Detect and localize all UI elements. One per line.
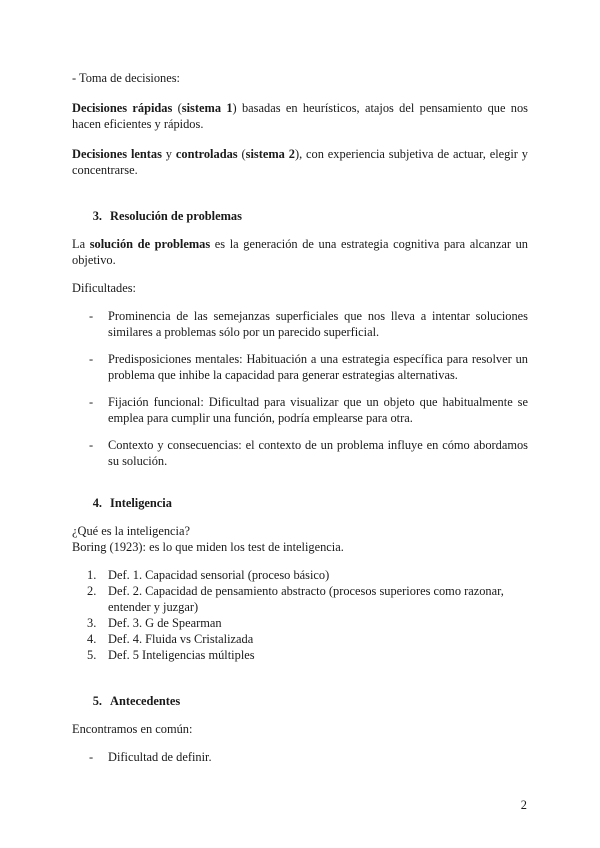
list-item: 2. Def. 2. Capacidad de pensamiento abstracto (procesos superiores como razonar, entender y juzgar) bbox=[87, 584, 504, 614]
antecedents-list bbox=[72, 749, 528, 765]
system-1-term: sistema 1 bbox=[181, 101, 233, 115]
list-item: - Contexto y consecuencias: el contexto de un problema influye en cómo abordamos su solución. bbox=[72, 437, 528, 469]
section-3-heading: 3. Resolución de problemas bbox=[92, 209, 242, 223]
intelligence-question: ¿Qué es la inteligencia? bbox=[72, 524, 190, 538]
list-item: - Predisposiciones mentales: Habituación a una estrategia específica para resolver un problema que inhibe la capacidad para generar estrategias alternativas. bbox=[72, 351, 528, 383]
list-item: - Dificultad de definir. bbox=[72, 749, 528, 765]
section-4-heading: 4. Inteligencia bbox=[92, 496, 172, 510]
decisions-intro: - Toma de decisiones: bbox=[72, 71, 180, 85]
system-2-term: sistema 2 bbox=[245, 147, 295, 161]
list-item: 1. Def. 1. Capacidad sensorial (proceso básico) bbox=[87, 568, 330, 582]
boring-definition: Boring (1923): es lo que miden los test de inteligencia. bbox=[72, 540, 344, 554]
definitions-list bbox=[72, 567, 528, 663]
difficulties-list bbox=[72, 308, 528, 469]
list-item: - Prominencia de las semejanzas superficiales que nos lleva a intentar soluciones similares a problemas sólo por un parecido superficial. bbox=[72, 308, 528, 340]
list-item: 3. Def. 3. G de Spearman bbox=[87, 616, 222, 630]
page-number: 2 bbox=[520, 798, 527, 812]
problem-solving-definition: La solución de problemas es la generación de una estrategia cognitiva para alcanzar un objetivo. bbox=[72, 237, 528, 267]
section-5-heading: 5. Antecedentes bbox=[92, 694, 181, 708]
controlled-term: controladas bbox=[175, 147, 238, 161]
difficulties-label: Dificultades: bbox=[72, 281, 136, 295]
list-item: - Fijación funcional: Dificultad para visualizar que un objeto que habitualmente se emplea para cumplir una función, podría emplearse para otra. bbox=[72, 394, 528, 426]
list-item: 5. Def. 5 Inteligencias múltiples bbox=[87, 648, 255, 662]
common-label: Encontramos en común: bbox=[72, 722, 193, 736]
problem-solving-term: solución de problemas bbox=[89, 237, 211, 251]
list-item: 4. Def. 4. Fluida vs Cristalizada bbox=[87, 632, 254, 646]
rapid-decisions-term: Decisiones rápidas bbox=[72, 101, 173, 115]
document-page bbox=[72, 70, 528, 776]
rapid-decisions-paragraph: Decisiones rápidas (sistema 1) basadas en heurísticos, atajos del pensamiento que nos hacen eficientes y rápidos. bbox=[72, 101, 528, 131]
slow-decisions-paragraph: Decisiones lentas y controladas (sistema 2), con experiencia subjetiva de actuar, elegir y concentrarse. bbox=[72, 147, 528, 177]
slow-decisions-term: Decisiones lentas bbox=[72, 147, 162, 161]
